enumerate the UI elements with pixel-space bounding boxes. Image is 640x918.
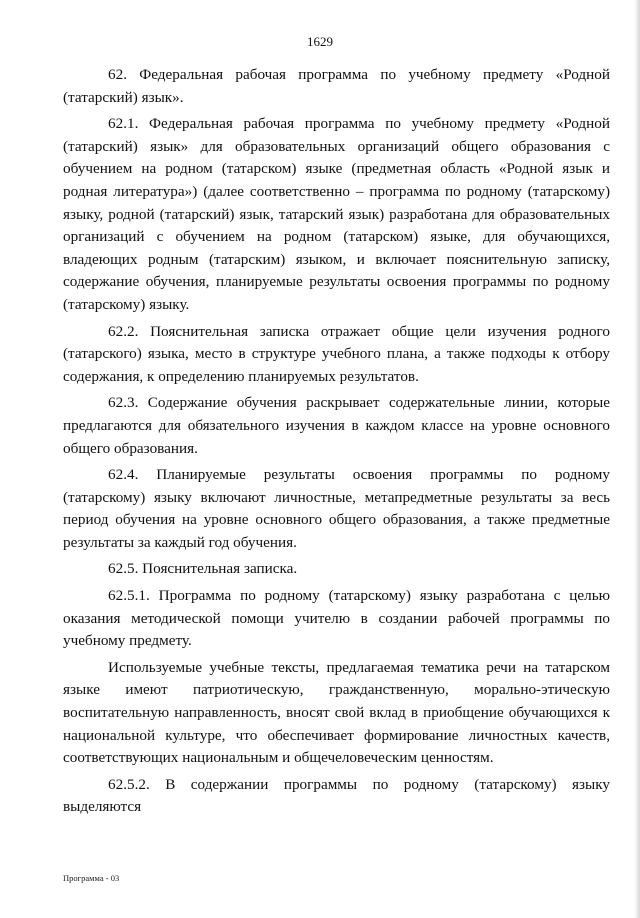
paragraph-62-4: 62.4. Планируемые результаты освоения программы по родному (татарскому) языку включают личностные, метапредметные результаты за весь период обучения на уровне основного общего образования, а также предметные результаты за каждый год обучения. (63, 466, 610, 551)
paragraph-62-5: 62.5. Пояснительная записка. (108, 560, 298, 578)
paragraph-62-3: 62.3. Содержание обучения раскрывает содержательные линии, которые предлагаются для обязательного изучения в каждом классе на уровне основного общего образования. (63, 394, 610, 457)
scan-edge-shadow (634, 0, 640, 918)
paragraph-62: 62. Федеральная рабочая программа по учебному предмету «Родной (татарский) язык». (63, 66, 610, 106)
paragraph-62-5-2: 62.5.2. В содержании программы по родному (татарскому) языку выделяются (63, 775, 610, 816)
paragraph-62-5-1: 62.5.1. Программа по родному (татарскому) языку разработана с целью оказания методической помощи учителю в создании рабочей программы по учебному предмету. (63, 587, 610, 650)
paragraph-texts: Используемые учебные тексты, предлагаемая тематика речи на татарском языке имеют патриотическую, гражданственную, морально-этическую воспитательную направленность, вносят свой вклад в приобщение обучающихся к национальной культуре, что обеспечивает формирование личностных качеств, соответствующих национальным и общечеловеческим ценностям. (63, 658, 610, 767)
page-number: 1629 (307, 34, 333, 49)
paragraph-62-1: 62.1. Федеральная рабочая программа по учебному предмету «Родной (татарский) язык» для образовательных организаций общего образования с обучением на родном (татарском) языке (предметная область «Родной язык и родная литература») (далее соответственно – программа по родному (татарскому) языку, родной (татарский) язык, татарский язык) разработана для образовательных организаций с обучением на родном (татарском) языке, для обучающихся, владеющих родным (татарским) языком, и включает пояснительную записку, содержание обучения, планируемые результаты освоения программы по родному (татарскому) языку. (63, 115, 610, 313)
paragraph-62-2: 62.2. Пояснительная записка отражает общие цели изучения родного (татарского) языка, место в структуре учебного плана, а также подходы к отбору содержания, к определению планируемых результатов. (63, 322, 610, 385)
document-body (63, 64, 610, 819)
footer-label: Программа - 03 (63, 873, 120, 883)
